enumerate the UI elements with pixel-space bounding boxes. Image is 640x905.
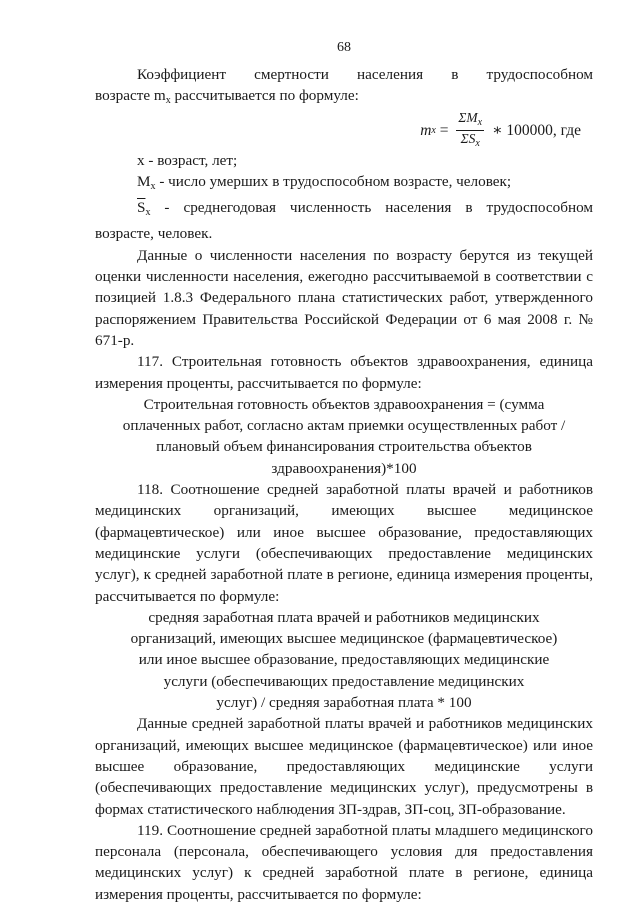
item-119: 119. Соотношение средней заработной платы младшего медицинского персонала (персонала, обеспечивающего условия для предоставления медицинских услуг) к средней заработной плате в регионе, единица измерения проценты, рассчитывается по формуле: <box>95 821 593 903</box>
item-117-formula: Строительная готовность объектов здравоохранения = (сумма оплаченных работ, согласно актам приемки осуществленных работ / плановый объем финансирования строительства объектов здравоохранения)*100 <box>122 395 566 477</box>
mx-intro-line2: возрасте $m_x$ рассчитывается по формуле: <box>95 87 359 107</box>
page-number: 68 <box>337 40 351 55</box>
item-118-source: Данные средней заработной платы врачей и работников медицинских организаций, имеющих высшее медицинское (фармацевтическое) или иное высшее образование, предоставляющих медицинские услуги (обеспечивающих предоставление медицинских услуг), предусмотрены в формах статистического наблюдения ЗП-здрав, ЗП-соц, ЗП-образование. <box>95 715 593 818</box>
mx-formula: m x = $\frac{\Sigma M_x}{\Sigma S_x}$ ∗ 100000, где <box>420 110 581 150</box>
item-117: 117. Строительная готовность объектов здравоохранения, единица измерения проценты, рассчитывается по формуле: <box>95 353 593 392</box>
item-118: 118. Соотношение средней заработной платы врачей и работников медицинских организаций, имеющих высшее медицинское (фармацевтическое) или иное высшее образование, предоставляющих медицинские услуги (обеспечивающих предоставление медицинских услуг), к средней заработной плате в регионе, единица измерения проценты, рассчитывается по формуле: <box>95 481 593 605</box>
mx-fraction: $\frac{\Sigma M_x}{\Sigma S_x}$ <box>458 110 483 150</box>
mx-intro <box>95 64 593 85</box>
legend-x: x - возраст, лет; <box>137 151 238 169</box>
item-118-formula: средняя заработная плата врачей и работников медицинских организаций, имеющих высшее медицинское (фармацевтическое) или иное высшее образование, предоставляющих медицинские услуги (обеспечивающих предоставление медицинских услуг) / средняя заработная плата * 100 <box>130 608 558 712</box>
mx-intro-line1: Коэффициент смертности населения в трудоспособном <box>137 66 593 83</box>
legend-s: $\overline{S}_x$ - среднегодовая численность населения в трудоспособном возрасте, человек. <box>95 199 593 243</box>
population-paragraph: Данные о численности населения по возрасту берутся из текущей оценки численности населения, ежегодно рассчитываемой в соответствии с позицией 1.8.3 Федерального плана статистических работ, утвержденного распоряжением Правительства Российской Федерации от 6 мая 2008 г. № 671-р. <box>95 246 593 349</box>
document-page <box>95 38 593 905</box>
legend-m: $M_x$ - число умерших в трудоспособном возрасте, человек; <box>137 172 512 192</box>
